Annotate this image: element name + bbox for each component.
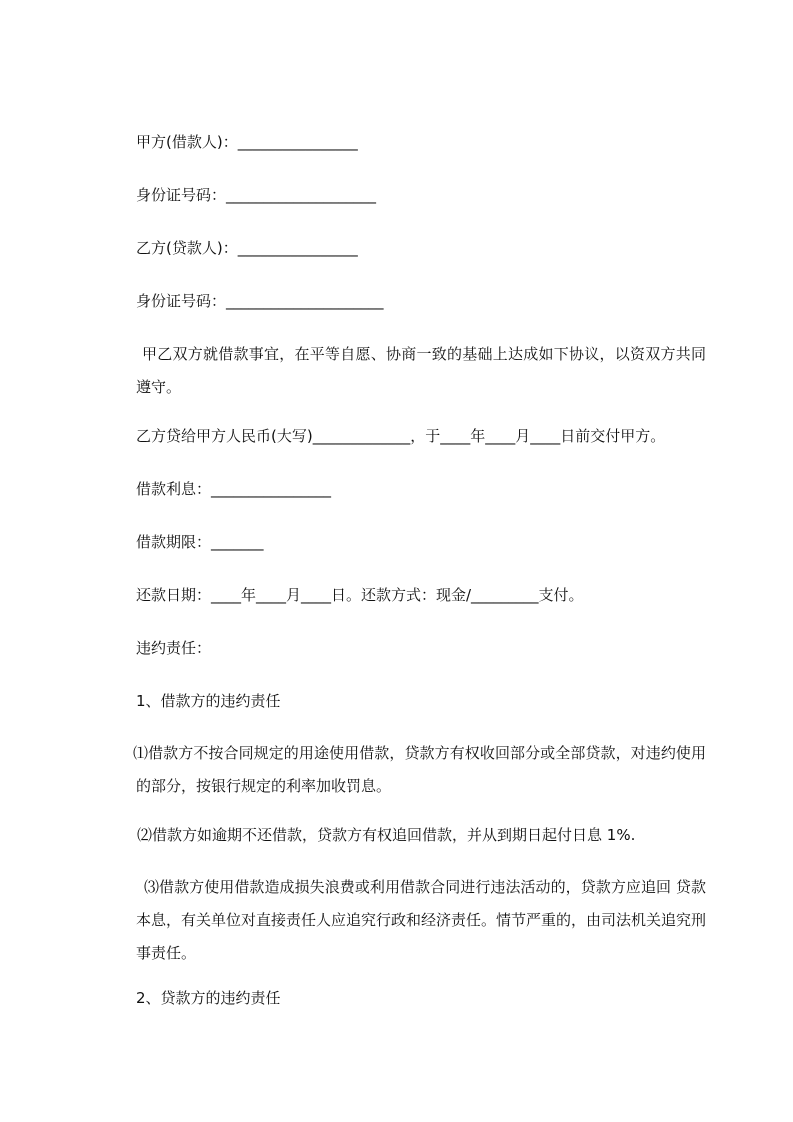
- clause-1: ⑴借款方不按合同规定的用途使用借款，贷款方有权收回部分或全部贷款，对违约使用的部分，按银行规定的利率加收罚息。: [133, 744, 706, 795]
- clause-3: ⑶借款方使用借款造成损失浪费或利用借款合同进行违法活动的，贷款方应追回 贷款本息，有关单位对直接责任人应追究行政和经济责任。情节严重的，由司法机关追究刑事责任。: [136, 878, 707, 962]
- interest-line: 借款利息：________________: [136, 480, 332, 498]
- section1-title: 1、借款方的违约责任: [136, 692, 281, 710]
- term-line: 借款期限：_______: [136, 533, 264, 551]
- party-a-id-line: 身份证号码：____________________: [136, 186, 377, 204]
- breach-title: 违约责任：: [136, 639, 212, 657]
- party-b-id-line: 身份证号码：_____________________: [136, 292, 384, 310]
- party-a-line: 甲方(借款人)：________________: [136, 133, 358, 151]
- repayment-line: 还款日期：____年____月____日。还款方式：现金/_________支付。: [136, 586, 584, 604]
- party-b-line: 乙方(贷款人)：________________: [136, 239, 358, 257]
- loan-amount-line: 乙方贷给甲方人民币(大写)_____________，于____年____月____日前交付甲方。: [136, 427, 666, 445]
- intro-paragraph: 甲乙双方就借款事宜，在平等自愿、协商一致的基础上达成如下协议，以资双方共同遵守。: [136, 345, 706, 396]
- clause-2: ⑵借款方如逾期不还借款，贷款方有权追回借款，并从到期日起付日息 1%.: [137, 826, 636, 844]
- section2-title: 2、贷款方的违约责任: [136, 989, 281, 1007]
